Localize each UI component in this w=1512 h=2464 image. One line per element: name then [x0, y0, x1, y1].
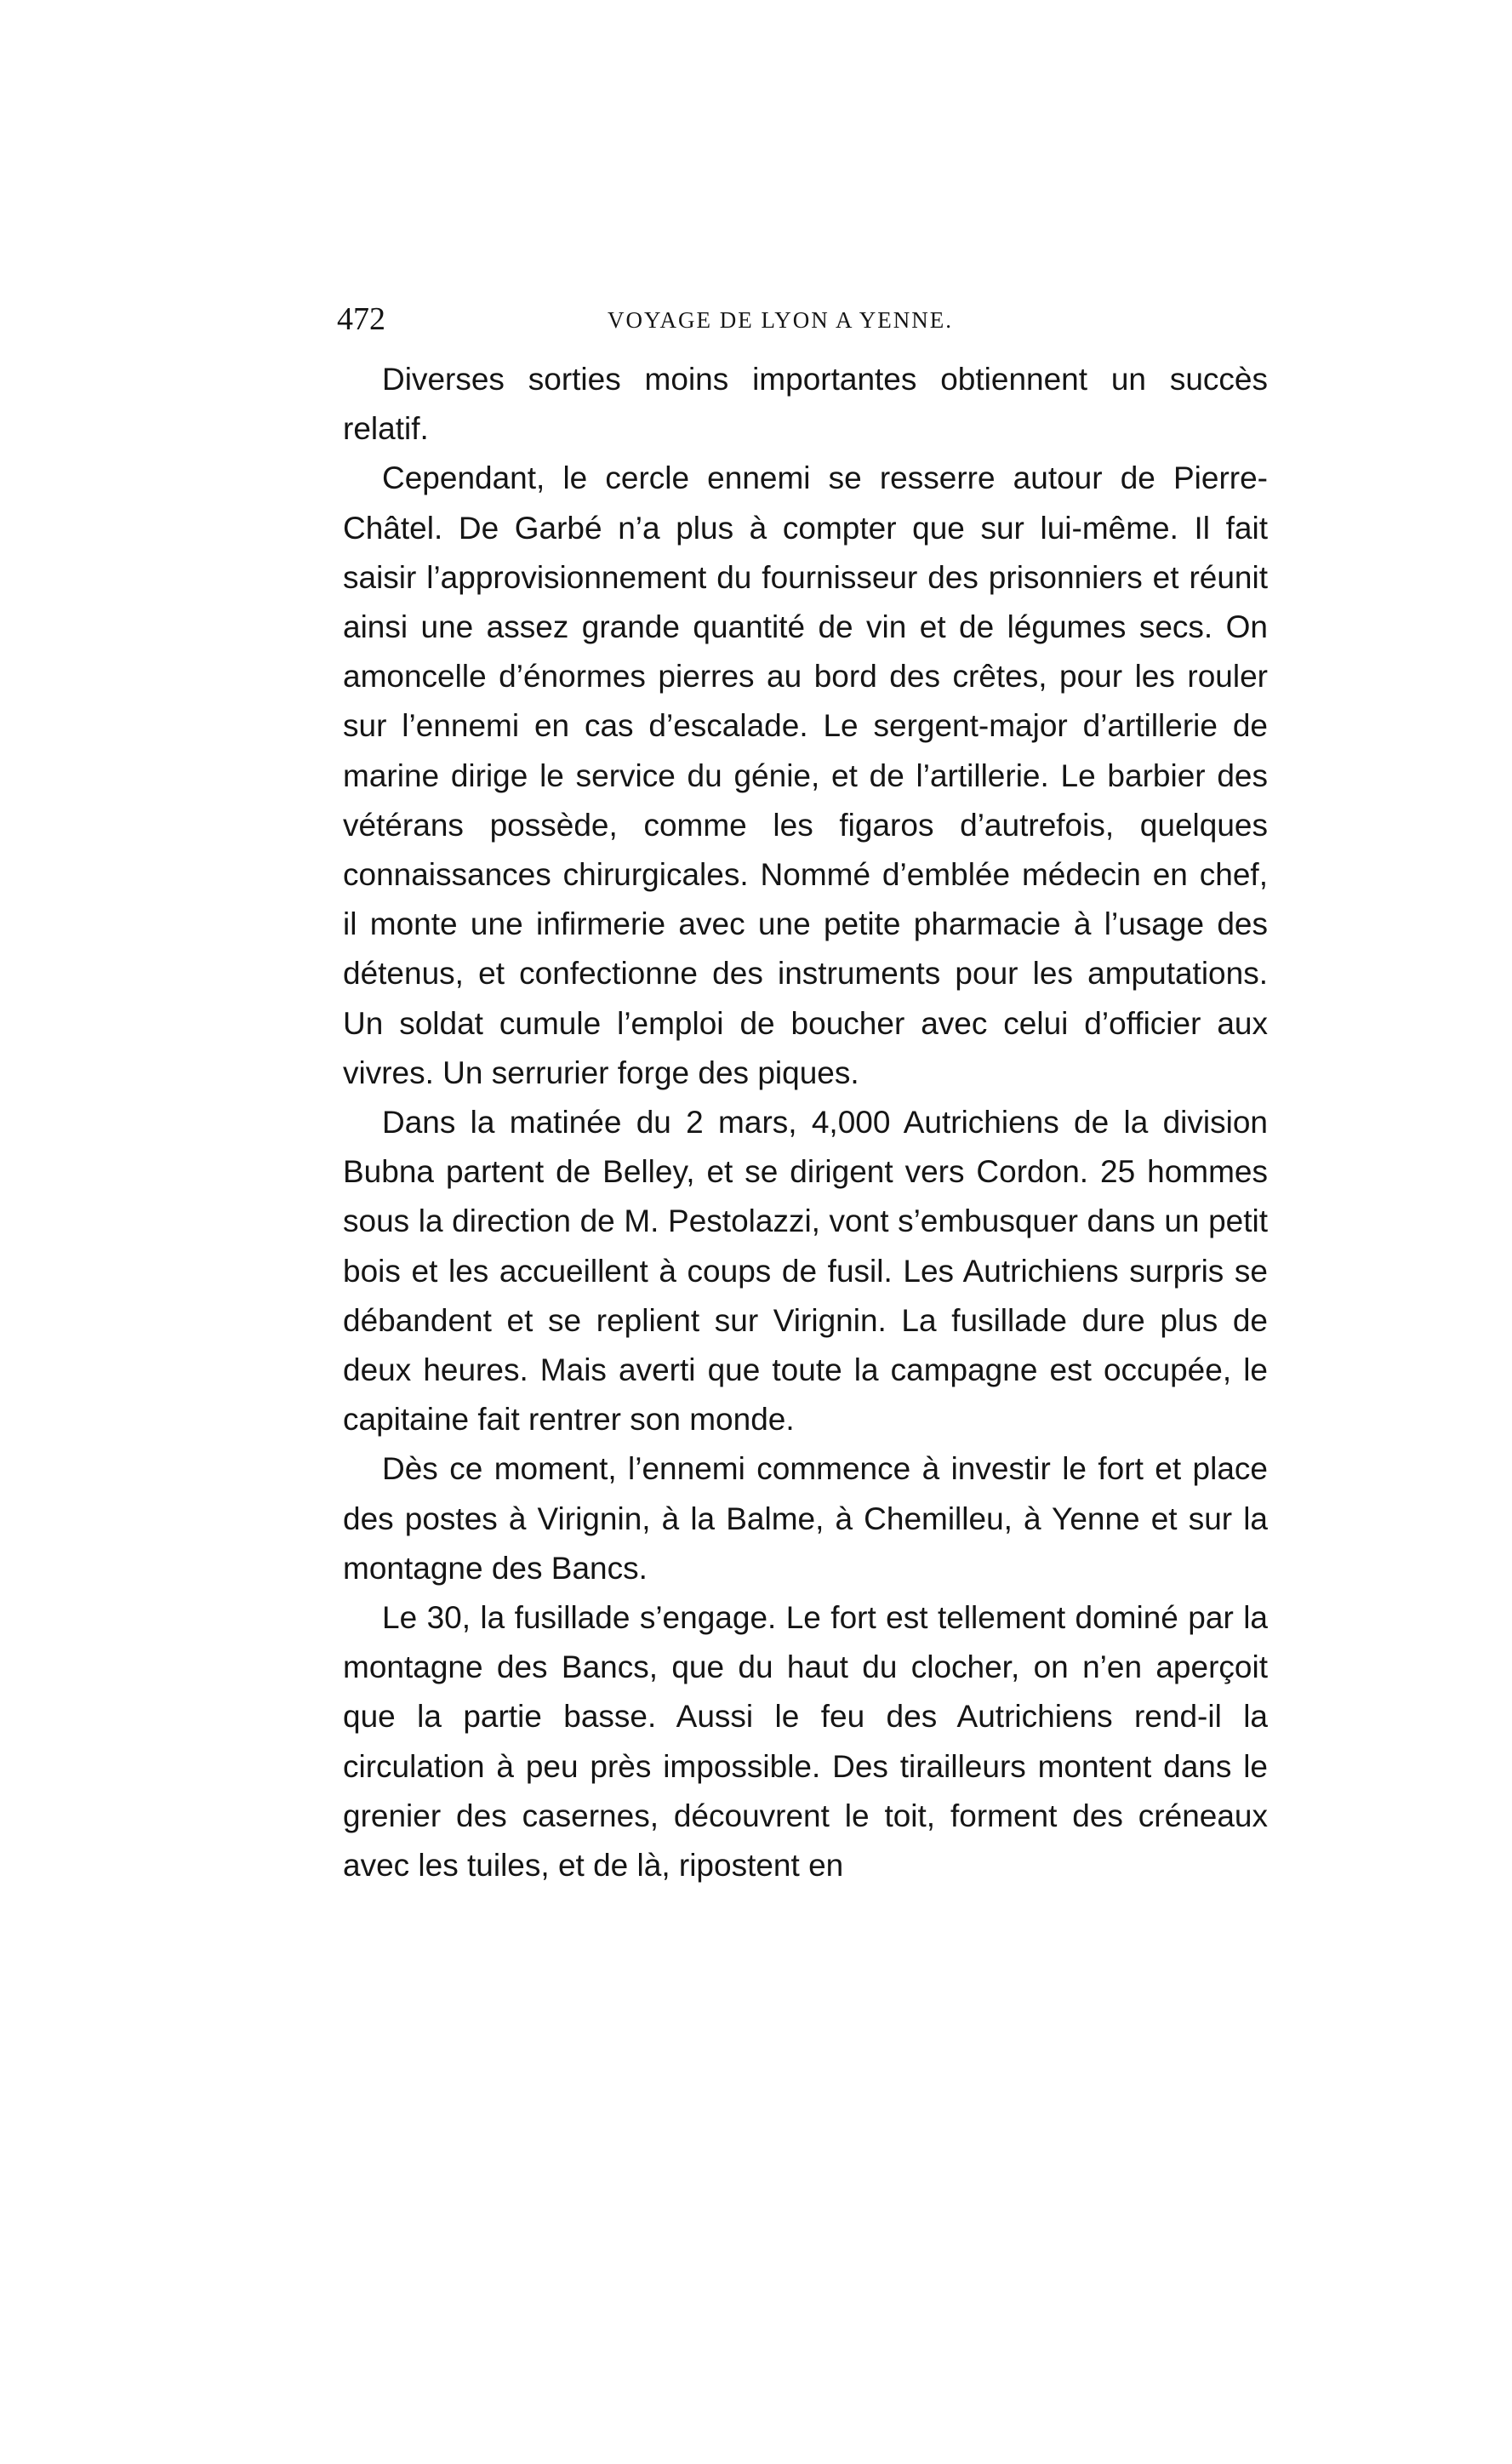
page-number: 472 [337, 301, 385, 337]
paragraph-cercle-ennemi: Cependant, le cercle ennemi se resserre autour de Pierre-Châtel. De Garbé n’a plus à compter que sur lui-même. Il fait saisir l’approvisionnement du fournisseur des prisonniers et réunit ainsi une assez grande quantité de vin et de légumes secs. On amoncelle d’énormes pierres au bord des crêtes, pour les rouler sur l’ennemi en cas d’escalade. Le sergent-major d’artillerie de marine dirige le service du génie, et de l’artillerie. Le barbier des vétérans possède, comme les figaros d’autrefois, quelques connaissances chirurgicales. Nommé d’emblée médecin en chef, il monte une infirmerie avec une petite pharmacie à l’usage des détenus, et confectionne des instruments pour les amputations. Un soldat cumule l’emploi de boucher avec celui d’officier aux vivres. Un serrurier forge des piques. [343, 460, 1268, 1090]
paragraph-matinee-2-mars: Dans la matinée du 2 mars, 4,000 Autrichiens de la division Bubna partent de Belley, et se dirigent vers Cordon. 25 hommes sous la direction de M. Pestolazzi, vont s’embusquer dans un petit bois et les accueillent à coups de fusil. Les Autrichiens surpris se débandent et se replient sur Virignin. La fusillade dure plus de deux heures. Mais averti que toute la campagne est occupée, le capitaine fait rentrer son monde. [343, 1105, 1268, 1438]
running-title: VOYAGE DE LYON A YENNE. [608, 307, 954, 333]
page-header [337, 298, 1268, 349]
body-text [343, 355, 1268, 1890]
paragraph-investir-le-fort: Dès ce moment, l’ennemi commence à investir le fort et place des postes à Virignin, à la Balme, à Chemilleu, à Yenne et sur la montagne des Bancs. [343, 1451, 1268, 1586]
paragraph-fusillade: Le 30, la fusillade s’engage. Le fort est tellement dominé par la montagne des Bancs, que du haut du clocher, on n’en aperçoit que la partie basse. Aussi le feu des Autrichiens rend-il la circulation à peu près impossible. Des tirailleurs montent dans le grenier des casernes, découvrent le toit, forment des créneaux avec les tuiles, et de là, ripostent en [343, 1600, 1268, 1884]
paragraph-sorties: Diverses sorties moins importantes obtiennent un succès relatif. [343, 362, 1268, 447]
